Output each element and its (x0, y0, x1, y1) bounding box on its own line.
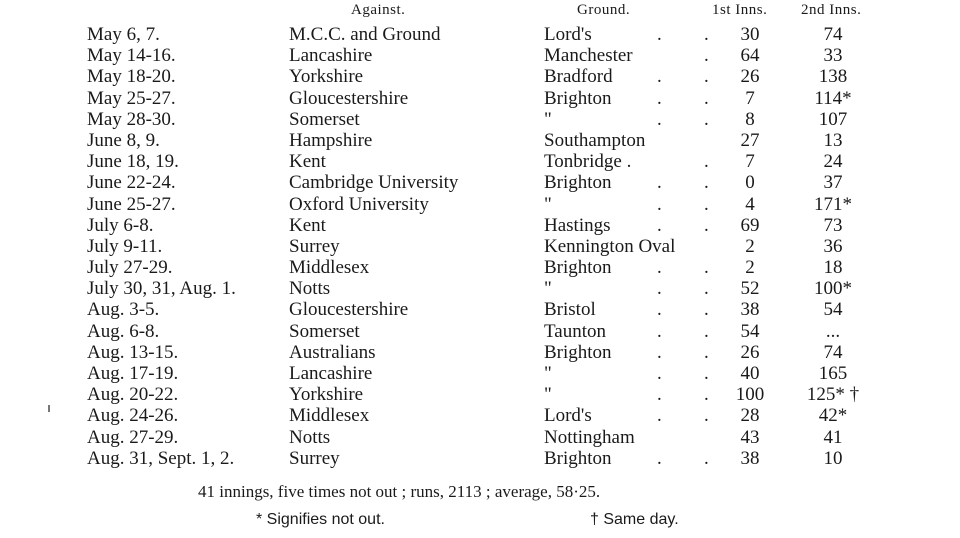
second-innings-score: 54 (823, 299, 843, 321)
ground: " (544, 108, 552, 130)
match-date: June 22-24. (87, 172, 176, 194)
ground: Brighton (544, 172, 612, 194)
table-row (0, 45, 960, 66)
second-innings-score: 74 (823, 24, 843, 45)
header-against: Against. (351, 2, 406, 18)
summary-text: 41 innings, five times not out ; runs, 2113 ; average, 58·25. (198, 482, 601, 501)
leader-dot: . (704, 193, 709, 215)
opponent: M.C.C. and Ground (289, 24, 441, 45)
opponent: Notts (289, 278, 331, 300)
ground: Southampton (544, 129, 646, 151)
table-row (0, 88, 960, 109)
leader-dot: . (704, 447, 709, 469)
first-innings-score: 69 (740, 214, 760, 236)
first-innings-score: 52 (740, 278, 760, 300)
first-innings-score: 64 (740, 45, 760, 67)
leader-dot: . (704, 257, 709, 279)
leader-dot: . (704, 405, 709, 427)
match-date: Aug. 6-8. (87, 320, 160, 342)
ground: Brighton (544, 87, 612, 109)
second-innings-score: 24 (823, 151, 843, 173)
leader-dot: . (704, 66, 709, 88)
ground: " (544, 278, 552, 300)
opponent: Lancashire (289, 363, 373, 384)
table-row (0, 427, 960, 448)
first-innings-score: 2 (745, 235, 755, 257)
ground: " (544, 384, 552, 406)
opponent: Lancashire (289, 45, 373, 67)
first-innings-score: 43 (740, 426, 760, 448)
opponent: Australians (289, 341, 376, 363)
second-innings-score: 13 (823, 129, 843, 151)
leader-dot: . (704, 320, 709, 342)
first-innings-score: 30 (740, 24, 760, 45)
ground: Hastings (544, 214, 611, 236)
match-date: May 14-16. (87, 45, 176, 67)
second-innings-score: 107 (818, 108, 848, 130)
first-innings-score: 8 (745, 108, 755, 130)
match-date: May 6, 7. (87, 24, 160, 45)
match-date: Aug. 3-5. (87, 299, 160, 321)
table-row (0, 278, 960, 299)
leader-dot: . (704, 214, 709, 236)
table-row (0, 130, 960, 151)
second-innings-score: 10 (823, 447, 843, 469)
leader-dot: . (657, 172, 662, 194)
first-innings-score: 38 (740, 447, 760, 469)
opponent: Surrey (289, 447, 340, 469)
match-date: May 18-20. (87, 66, 176, 88)
second-innings-score: 138 (818, 66, 848, 88)
ground: Manchester (544, 45, 633, 67)
opponent: Yorkshire (289, 384, 364, 406)
second-innings-score: 100* (814, 278, 852, 300)
opponent: Surrey (289, 235, 340, 257)
leader-dot: . (657, 214, 662, 236)
column-headers (0, 2, 960, 24)
first-innings-score: 26 (740, 341, 760, 363)
ground: Taunton (544, 320, 606, 342)
table-row (0, 24, 960, 45)
ground: Bradford (544, 66, 613, 88)
leader-dot: . (657, 278, 662, 300)
match-date: Aug. 31, Sept. 1, 2. (87, 447, 235, 469)
opponent: Gloucestershire (289, 87, 409, 109)
first-innings-score: 7 (745, 87, 755, 109)
second-innings-score: 165 (818, 363, 848, 384)
match-date: Aug. 27-29. (87, 426, 179, 448)
first-innings-score: 2 (745, 257, 755, 279)
match-date: Aug. 13-15. (87, 341, 179, 363)
leader-dot: . (657, 193, 662, 215)
ground: Brighton (544, 341, 612, 363)
first-innings-score: 40 (740, 363, 760, 384)
opponent: Middlesex (289, 405, 370, 427)
opponent: Kent (289, 151, 326, 173)
table-row (0, 299, 960, 320)
second-innings-score: 37 (823, 172, 843, 194)
innings-table (0, 24, 960, 469)
leader-dot: . (657, 257, 662, 279)
opponent: Gloucestershire (289, 299, 409, 321)
second-innings-score: 36 (823, 235, 843, 257)
leader-dot: . (704, 24, 709, 45)
header-second-innings: 2nd Inns. (801, 2, 862, 18)
match-date: July 27-29. (87, 257, 173, 279)
table-row (0, 236, 960, 257)
ground: Brighton (544, 257, 612, 279)
match-date: Aug. 17-19. (87, 363, 179, 384)
match-date: June 8, 9. (87, 129, 160, 151)
first-innings-score: 27 (740, 129, 760, 151)
table-row (0, 342, 960, 363)
ground: " (544, 363, 552, 384)
match-date: July 30, 31, Aug. 1. (87, 278, 236, 300)
leader-dot: . (657, 384, 662, 406)
opponent: Somerset (289, 320, 360, 342)
footnote-same-day: † Same day. (590, 511, 679, 528)
first-innings-score: 0 (745, 172, 755, 194)
opponent: Oxford University (289, 193, 429, 215)
first-innings-score: 38 (740, 299, 760, 321)
table-row (0, 194, 960, 215)
header-first-innings: 1st Inns. (712, 2, 768, 18)
match-date: June 25-27. (87, 193, 176, 215)
second-innings-score: ... (825, 320, 841, 342)
table-row (0, 448, 960, 469)
first-innings-score: 26 (740, 66, 760, 88)
ground: Lord's (544, 405, 592, 427)
opponent: Kent (289, 214, 326, 236)
first-innings-score: 4 (745, 193, 755, 215)
header-ground: Ground. (577, 2, 631, 18)
first-innings-score: 28 (740, 405, 760, 427)
leader-dot: . (657, 363, 662, 384)
leader-dot: . (704, 87, 709, 109)
first-innings-score: 7 (745, 151, 755, 173)
match-date: July 9-11. (87, 235, 163, 257)
second-innings-score: 73 (823, 214, 843, 236)
opponent: Notts (289, 426, 331, 448)
opponent: Hampshire (289, 129, 373, 151)
opponent: Cambridge University (289, 172, 459, 194)
table-row (0, 363, 960, 384)
ground: Brighton (544, 447, 612, 469)
ground: Lord's (544, 24, 592, 45)
leader-dot: . (704, 278, 709, 300)
table-row (0, 66, 960, 87)
leader-dot: . (657, 108, 662, 130)
ground: Bristol (544, 299, 596, 321)
match-date: June 18, 19. (87, 151, 179, 173)
opponent: Yorkshire (289, 66, 364, 88)
ground: Kennington Oval (544, 235, 676, 257)
table-row (0, 109, 960, 130)
second-innings-score: 18 (823, 257, 843, 279)
footnote-not-out: * Signifies not out. (256, 511, 385, 528)
opponent: Middlesex (289, 257, 370, 279)
table-row (0, 257, 960, 278)
match-date: July 6-8. (87, 214, 154, 236)
leader-dot: . (704, 384, 709, 406)
leader-dot: . (657, 341, 662, 363)
leader-dot: . (704, 341, 709, 363)
table-row (0, 405, 960, 426)
leader-dot: . (704, 172, 709, 194)
table-row (0, 384, 960, 405)
match-date: Aug. 24-26. (87, 405, 179, 427)
print-speck (48, 405, 50, 412)
table-row (0, 321, 960, 342)
table-row (0, 151, 960, 172)
second-innings-score: 42* (818, 405, 848, 427)
leader-dot: . (657, 24, 662, 45)
second-innings-score: 114* (814, 87, 852, 109)
leader-dot: . (704, 299, 709, 321)
match-date: Aug. 20-22. (87, 384, 179, 406)
leader-dot: . (704, 151, 709, 173)
second-innings-score: 125* † (806, 384, 860, 406)
match-date: May 28-30. (87, 108, 176, 130)
ground: Nottingham (544, 426, 635, 448)
leader-dot: . (657, 66, 662, 88)
table-row (0, 172, 960, 193)
leader-dot: . (704, 45, 709, 67)
second-innings-score: 33 (823, 45, 843, 67)
second-innings-score: 41 (823, 426, 843, 448)
opponent: Somerset (289, 108, 360, 130)
first-innings-score: 54 (740, 320, 760, 342)
leader-dot: . (657, 405, 662, 427)
second-innings-score: 171* (814, 193, 852, 215)
leader-dot: . (657, 447, 662, 469)
table-row (0, 215, 960, 236)
ground: Tonbridge . (544, 151, 632, 173)
leader-dot: . (657, 299, 662, 321)
ground: " (544, 193, 552, 215)
leader-dot: . (704, 363, 709, 384)
leader-dot: . (657, 87, 662, 109)
leader-dot: . (657, 320, 662, 342)
match-date: May 25-27. (87, 87, 176, 109)
second-innings-score: 74 (823, 341, 843, 363)
leader-dot: . (704, 108, 709, 130)
first-innings-score: 100 (735, 384, 765, 406)
